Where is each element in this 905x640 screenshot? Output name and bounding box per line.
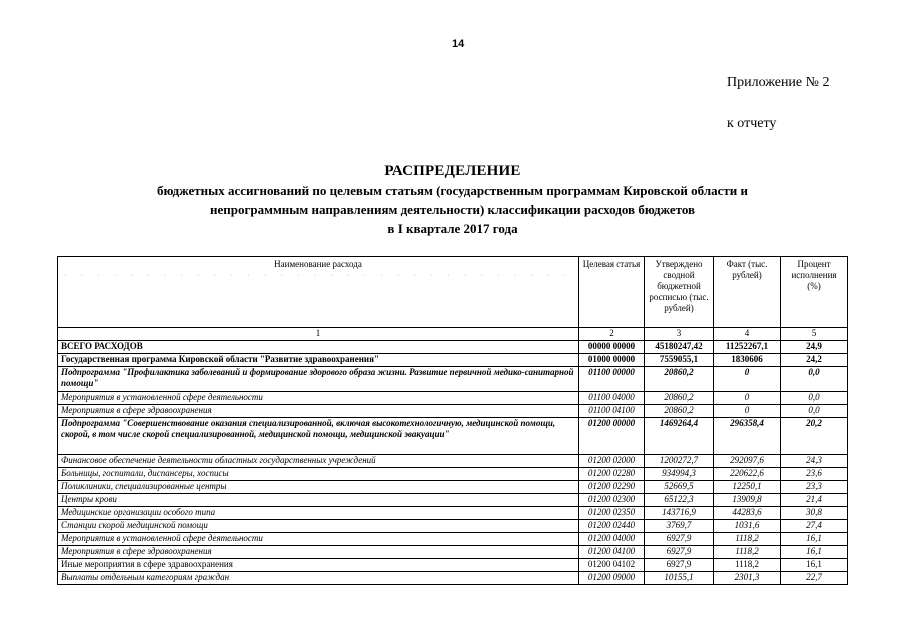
row-code: 01200 00000 (579, 418, 645, 455)
table-row (58, 392, 848, 405)
row-fact: 220622,6 (714, 468, 781, 481)
row-approved: 65122,3 (645, 494, 714, 507)
row-fact: 0 (714, 392, 781, 405)
row-approved: 143716,9 (645, 507, 714, 520)
title-heading: РАСПРЕДЕЛЕНИЕ (384, 163, 521, 179)
row-approved: 10155,1 (645, 572, 714, 585)
row-name: Больницы, госпитали, диспансеры, хосписы (58, 468, 579, 481)
row-code: 01100 04000 (579, 392, 645, 405)
row-name: Государственная программа Кировской области "Развитие здравоохранения" (58, 354, 579, 367)
table-row (58, 341, 848, 354)
row-percent: 0,0 (781, 367, 848, 392)
row-name: Выплаты отдельным категориям граждан (58, 572, 579, 585)
row-fact: 13909,8 (714, 494, 781, 507)
row-name: Станции скорой медицинской помощи (58, 520, 579, 533)
title-line-3: в I квартале 2017 года (387, 221, 518, 236)
col-number-3: 3 (645, 328, 714, 341)
col-number-1: 1 (58, 328, 579, 341)
table-row (58, 520, 848, 533)
table-row (58, 481, 848, 494)
row-approved: 6927,9 (645, 533, 714, 546)
table-row (58, 468, 848, 481)
row-percent: 16,1 (781, 546, 848, 559)
table-row (58, 546, 848, 559)
row-approved: 6927,9 (645, 559, 714, 572)
row-approved: 1200272,7 (645, 455, 714, 468)
row-code: 01200 02000 (579, 455, 645, 468)
row-approved: 52669,5 (645, 481, 714, 494)
report-label: к отчету (727, 116, 777, 131)
row-percent: 22,7 (781, 572, 848, 585)
row-approved: 20860,2 (645, 405, 714, 418)
row-fact: 44283,6 (714, 507, 781, 520)
row-code: 00000 00000 (579, 341, 645, 354)
row-fact: 296358,4 (714, 418, 781, 455)
row-code: 01200 04102 (579, 559, 645, 572)
row-percent: 30,8 (781, 507, 848, 520)
row-fact: 1830606 (714, 354, 781, 367)
table-header-row (58, 257, 848, 328)
row-percent: 0,0 (781, 405, 848, 418)
row-code: 01200 02300 (579, 494, 645, 507)
row-percent: 21,4 (781, 494, 848, 507)
row-approved: 6927,9 (645, 546, 714, 559)
row-percent: 0,0 (781, 392, 848, 405)
col-number-5: 5 (781, 328, 848, 341)
table-row (58, 367, 848, 392)
row-percent: 20,2 (781, 418, 848, 455)
row-approved: 20860,2 (645, 367, 714, 392)
table-row (58, 494, 848, 507)
row-approved: 45180247,42 (645, 341, 714, 354)
table-row (58, 533, 848, 546)
header-name: Наименование расхода · · · · · · · · · · · · · · · · · · · · · · · · · · · · · · · (58, 257, 579, 328)
row-fact: 0 (714, 367, 781, 392)
row-fact: 0 (714, 405, 781, 418)
row-percent: 27,4 (781, 520, 848, 533)
title-line-1: бюджетных ассигнований по целевым статьям (государственным программам Кировской области и (156, 183, 749, 198)
row-approved: 1469264,4 (645, 418, 714, 455)
row-fact: 2301,3 (714, 572, 781, 585)
row-code: 01200 02290 (579, 481, 645, 494)
row-name: ВСЕГО РАСХОДОВ (58, 341, 579, 354)
appendix-label: Приложение № 2 (727, 75, 830, 90)
header-fact: Факт (тыс. рублей) (714, 257, 781, 328)
row-name: Финансовое обеспечение деятельности областных государственных учреждений (58, 455, 579, 468)
row-code: 01000 00000 (579, 354, 645, 367)
row-code: 01100 04100 (579, 405, 645, 418)
header-percent: Процент исполнения (%) (781, 257, 848, 328)
row-approved: 3769,7 (645, 520, 714, 533)
column-number-row (58, 328, 848, 341)
row-percent: 16,1 (781, 533, 848, 546)
row-name: Центры крови (58, 494, 579, 507)
row-fact: 1118,2 (714, 559, 781, 572)
row-fact: 1118,2 (714, 546, 781, 559)
row-code: 01200 02440 (579, 520, 645, 533)
header-approved: Утверждено сводной бюджетной росписью (тыс. рублей) (645, 257, 714, 328)
row-percent: 23,3 (781, 481, 848, 494)
row-code: 01100 00000 (579, 367, 645, 392)
row-code: 01200 04000 (579, 533, 645, 546)
page-number: 14 (452, 38, 465, 50)
row-fact: 292097,6 (714, 455, 781, 468)
row-approved: 934994,3 (645, 468, 714, 481)
row-name: Поликлиники, специализированные центры (58, 481, 579, 494)
row-code: 01200 09000 (579, 572, 645, 585)
row-fact: 1031,6 (714, 520, 781, 533)
row-name: Подпрограмма "Профилактика заболеваний и формирование здорового образа жизни. Развитие первичной медико-санитарной помощи" (58, 367, 579, 392)
row-percent: 24,9 (781, 341, 848, 354)
row-percent: 23,6 (781, 468, 848, 481)
col-number-2: 2 (579, 328, 645, 341)
row-code: 01200 04100 (579, 546, 645, 559)
row-fact: 1118,2 (714, 533, 781, 546)
budget-table (57, 256, 848, 585)
row-percent: 24,3 (781, 455, 848, 468)
row-fact: 11252267,1 (714, 341, 781, 354)
row-approved: 7559055,1 (645, 354, 714, 367)
row-percent: 24,2 (781, 354, 848, 367)
table-row (58, 572, 848, 585)
row-code: 01200 02350 (579, 507, 645, 520)
row-code: 01200 02280 (579, 468, 645, 481)
row-approved: 20860,2 (645, 392, 714, 405)
table-row (58, 507, 848, 520)
row-name: Мероприятия в установленной сфере деятельности (58, 533, 579, 546)
table-row (58, 455, 848, 468)
row-name: Мероприятия в сфере здравоохранения (58, 546, 579, 559)
table-row (58, 354, 848, 367)
row-name: Подпрограмма "Совершенствование оказания специализированной, включая высокотехнологичную, медицинской помощи, скорой, в том числе скорой специализированной, медицинской помощи, медицинской эвакуации" (58, 418, 579, 455)
row-name: Мероприятия в установленной сфере деятельности (58, 392, 579, 405)
header-target: Целевая статья (579, 257, 645, 328)
title-line-2: непрограммным направлениям деятельности) классификации расходов бюджетов (209, 202, 696, 217)
row-name: Мероприятия в сфере здравоохранения (58, 405, 579, 418)
row-name: Иные мероприятия в сфере здравоохранения (58, 559, 579, 572)
row-fact: 12250,1 (714, 481, 781, 494)
table-row (58, 559, 848, 572)
table-row (58, 405, 848, 418)
table-row (58, 418, 848, 455)
col-number-4: 4 (714, 328, 781, 341)
document-title (0, 163, 905, 237)
row-name: Медицинские организации особого типа (58, 507, 579, 520)
row-percent: 16,1 (781, 559, 848, 572)
